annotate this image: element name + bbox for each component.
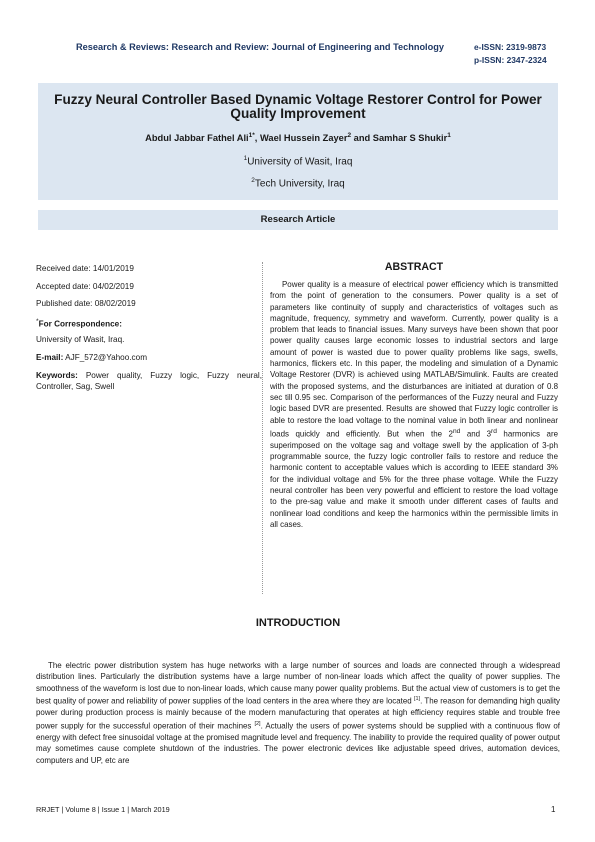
affiliation-1: [38, 155, 558, 167]
abstract-part-3: harmonics are superimposed on the voltage sag and voltage swell by the application of 3-ph programmable source, the fuzzy logic controller fails to restore and reduce the harmonic content to acceptable values which is according to IEEE standard 3% for the individual voltage and 5% for the three phase voltage. While the Fuzzy neural controller has been very powerful and efficient to restore the load voltage to the pre-sag value and make it smooth under different cases of faults and nonlinear load conditions and keep the harmonics within the permissible limits in all cases.: [270, 429, 558, 529]
email-label: E-mail:: [36, 353, 64, 362]
correspondence-star: *: [36, 318, 39, 325]
author-3-sup: 1: [447, 132, 451, 139]
author-3: Samhar S Shukir: [372, 133, 448, 144]
page-number: 1: [551, 805, 556, 814]
email-line: [36, 352, 147, 363]
author-2-sup: 2: [347, 132, 352, 139]
published-date: Published date: 08/02/2019: [36, 299, 136, 308]
abstract-part-2: and 3: [460, 429, 491, 439]
received-date: Received date: 14/01/2019: [36, 264, 134, 273]
author-1: Abdul Jabbar Fathel Ali: [145, 133, 249, 144]
affiliation-2-text: Tech University, Iraq: [254, 178, 345, 190]
intro-part-1: The electric power distribution system has huge networks with a large number of sources and loads are connected through a widespread distribution lines. Particularly the distribution systems have a large number of non-linear loads which affect the quality of power supplies. The smoothness of the waveform is lost due to non-linear loads, which cause many power quality problems. But the actual view of customers is to get the best quality of power and reliability of power supplies of the load centers in the area where they are located: [36, 661, 560, 706]
issn-block: [474, 41, 547, 67]
affiliation-2: [38, 177, 558, 189]
keywords-value: Power quality, Fuzzy logic, Fuzzy neural, Controller, Sag, Swell: [36, 371, 262, 391]
abstract-part-1: Power quality is a measure of electrical power efficiency which is transmitted from the point of generation to the consumers. Power quality is a set of parameters like continuity of supply and characteristics of voltages such as magnitude, frequency, symmetry and waveform. Currently, power quality is a problem that leads to financial issues. Many surveys have been shown that poor power quality causes large economic losses to industrial sectors and large amount of power is wasted due to power quality problems like sags, swells, harmonics, flickers etc. In this paper, the modeling and simulation of a Dynamic Voltage Restorer (DVR) is achieved using MATLAB/Simulink. Faults are created with the proposed systems, and the disturbances are initiated at duration of 0.8 sec till 0.95 sec. Comparison of the performances of the Fuzzy neural and Fuzzy logic based DVR are presented. Results are showed that Fuzzy logic controller is able to restore the load voltage to the nominal value in both linear and nonlinear loads quickly and efficiently. But when the 2: [270, 280, 558, 439]
column-divider: [262, 262, 263, 594]
author-sep-1: ,: [254, 133, 260, 144]
citation-1[interactable]: [1]: [413, 696, 421, 703]
abstract-heading: ABSTRACT: [384, 261, 444, 273]
correspondence-label: [36, 316, 122, 330]
article-type-bar: Research Article: [38, 210, 558, 230]
author-1-sup: 1*: [248, 132, 255, 139]
paper-title: Fuzzy Neural Controller Based Dynamic Voltage Restorer Control for Power Quality Improvement: [54, 92, 542, 121]
keywords-label: Keywords:: [36, 371, 78, 380]
abstract-text: [270, 279, 558, 530]
author-2: Wael Hussein Zayer: [259, 133, 348, 144]
email-value[interactable]: AJF_572@Yahoo.com: [63, 353, 148, 362]
introduction-heading: INTRODUCTION: [255, 617, 341, 629]
correspondence-affiliation: University of Wasit, Iraq.: [36, 335, 125, 344]
authors: [38, 132, 558, 143]
abstract-sup-1: nd: [452, 427, 461, 435]
author-sep-2: and: [351, 133, 373, 144]
footer-journal-info: RRJET | Volume 8 | Issue 1 | March 2019: [36, 805, 170, 814]
affiliation-2-num: 2: [251, 177, 255, 184]
keywords-line: [36, 370, 262, 392]
introduction-text: [36, 660, 560, 766]
pissn: p-ISSN: 2347-2324: [474, 55, 547, 65]
citation-2[interactable]: [2]: [254, 720, 261, 727]
intro-part-2: . The reason for demanding high quality power during production process is mainly because of the modern manufacturing that operates at high efficiency requires stable and trouble free power supply for the successful operation of their machines: [36, 696, 560, 731]
eissn: e-ISSN: 2319-9873: [474, 42, 547, 52]
accepted-date: Accepted date: 04/02/2019: [36, 282, 134, 291]
affiliation-1-num: 1: [243, 155, 248, 162]
abstract-sup-2: rd: [491, 427, 497, 435]
correspondence-label-text: For Correspondence:: [38, 319, 122, 329]
affiliation-1-text: University of Wasit, Iraq: [247, 156, 353, 168]
journal-title: Research & Reviews: Research and Review: Journal of Engineering and Technology: [76, 42, 444, 52]
intro-part-3: . Actually the users of power systems should be supplied with a continuous flow of energy with defect free sinusoidal voltage at the promised magnitude level and frequency. The inability to provide the required quality of power output may sometimes cause complete shutdown of the industries. The power electronic devices like adjustable speed drives, automation devices, computers and UP, etc are: [36, 721, 560, 765]
